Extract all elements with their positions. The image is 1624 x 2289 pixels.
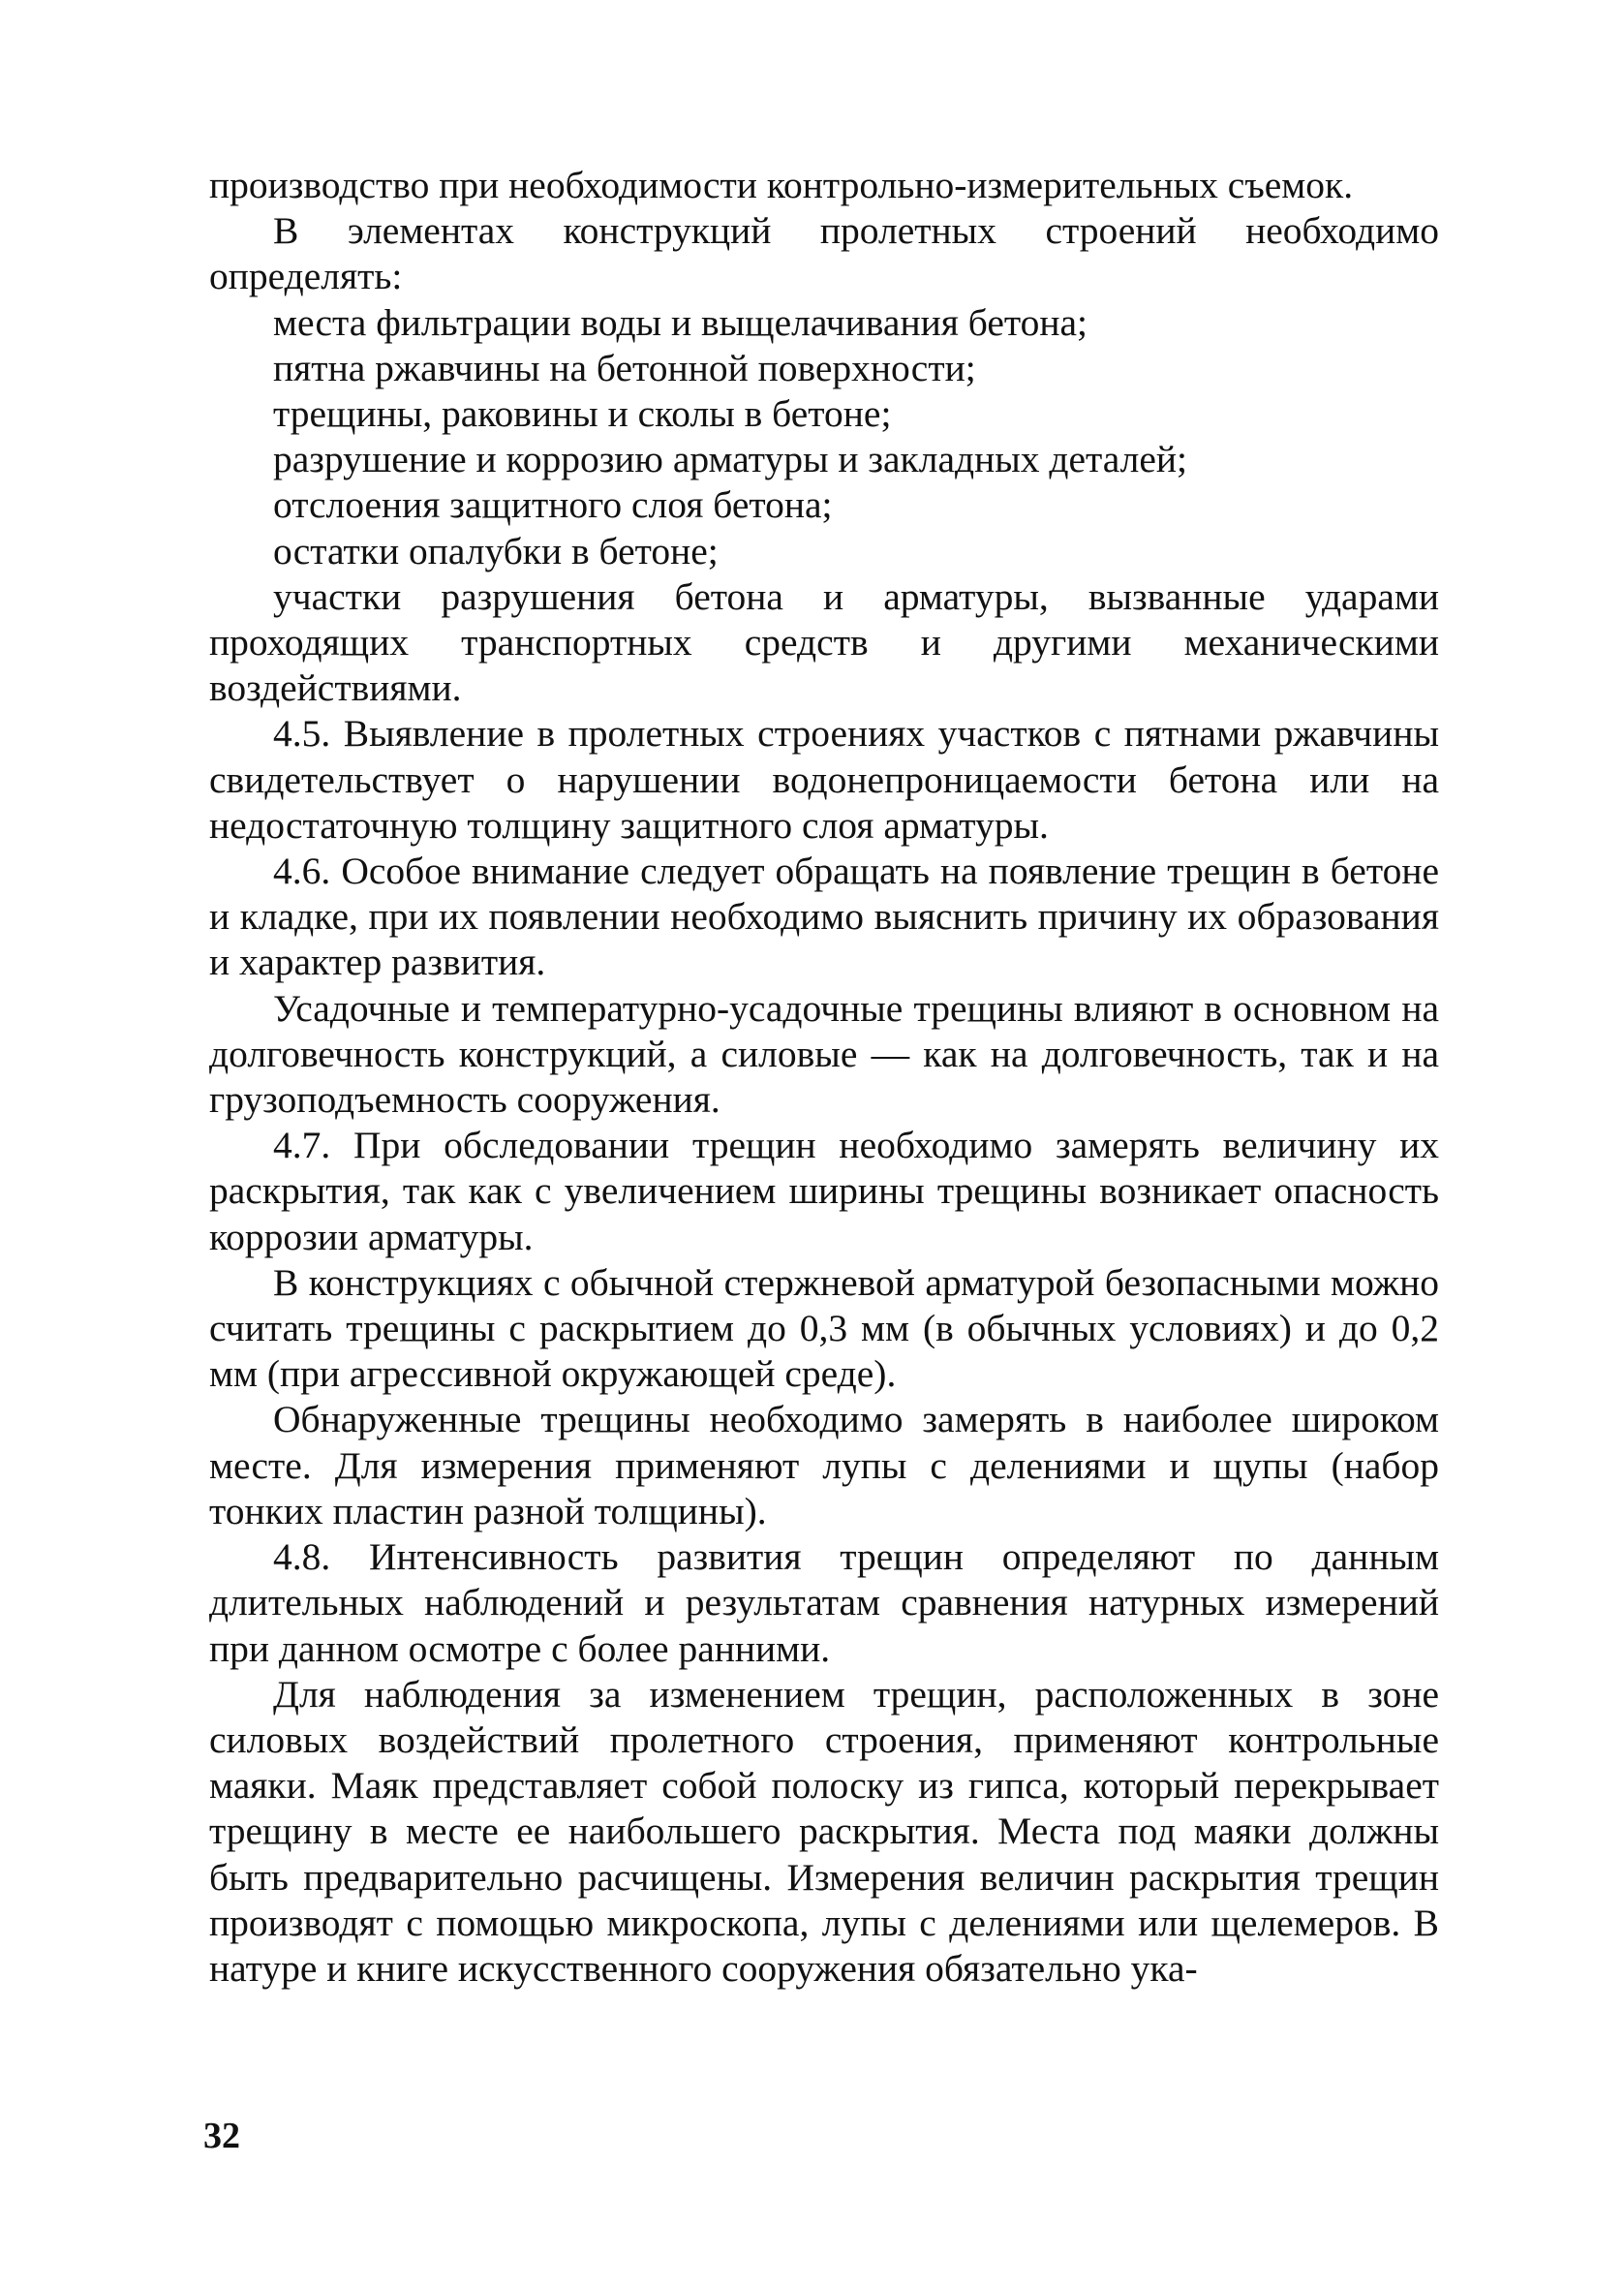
paragraph-shrinkage-cracks: Усадочные и температурно-усадочные трещины влияют в основном на долговечность конструкций, а силовые — как на долговечность, так и на грузоподъемность сооружения. bbox=[209, 986, 1439, 1122]
section-4-8: 4.8. Интенсивность развития трещин определяют по данным длительных наблюдений и результатам сравнения натурных измерений при данном осмотре с более ранними. bbox=[209, 1535, 1439, 1670]
section-4-6: 4.6. Особое внимание следует обращать на появление трещин в бетоне и кладке, при их появлении необходимо выяснить причину их образования и характер развития. bbox=[209, 850, 1439, 984]
paragraph-beacons: Для наблюдения за изменением трещин, расположенных в зоне силовых воздействий пролетного строения, применяют контрольные маяки. Маяк представляет собой полоску из гипса, который перекрывает трещину в месте ее наибольшего раскрытия. Места под маяки должны быть предварительно расчищены. Измерения величин раскрытия трещин производят с помощью микроскопа, лупы с делениями или щелемеров. В натуре и книге искусственного сооружения обязательно ука- bbox=[209, 1672, 1439, 1990]
page-number: 32 bbox=[203, 2116, 240, 2156]
section-4-5: 4.5. Выявление в пролетных строениях участков с пятнами ржавчины свидетельствует о нарушении водонепроницаемости бетона или на недостаточную толщину защитного слоя арматуры. bbox=[209, 712, 1439, 847]
paragraph-2: В элементах конструкций пролетных строений необходимо определять: bbox=[209, 209, 1439, 298]
list-item-6: остатки опалубки в бетоне; bbox=[273, 529, 719, 572]
list-item-1: места фильтрации воды и выщелачивания бетона; bbox=[273, 300, 1088, 344]
list-item-4: разрушение и коррозию арматуры и закладных деталей; bbox=[273, 438, 1187, 481]
section-4-7: 4.7. При обследовании трещин необходимо замерять величину их раскрытия, так как с увеличением ширины трещины возникает опасность коррозии арматуры. bbox=[209, 1124, 1439, 1258]
paragraph-safe-cracks: В конструкциях с обычной стержневой арматурой безопасными можно считать трещины с раскрытием до 0,3 мм (в обычных условиях) и до 0,2 мм (при агрессивной окружающей среде). bbox=[209, 1260, 1439, 1396]
paragraph-1: производство при необходимости контрольно-измерительных съемок. bbox=[209, 164, 1354, 206]
list-item-3: трещины, раковины и сколы в бетоне; bbox=[273, 392, 892, 436]
paragraph-measurement: Обнаруженные трещины необходимо замерять в наиболее широком месте. Для измерения применяют лупы с делениями и щупы (набор тонких пластин разной толщины). bbox=[209, 1398, 1439, 1532]
list-item-2: пятна ржавчины на бетонной поверхности; bbox=[273, 346, 976, 389]
list-item-7: участки разрушения бетона и арматуры, вызванные ударами проходящих транспортных средств и другими механическими воздействиями. bbox=[209, 574, 1439, 710]
list-item-5: отслоения защитного слоя бетона; bbox=[273, 483, 833, 527]
page-body bbox=[209, 163, 1439, 1992]
